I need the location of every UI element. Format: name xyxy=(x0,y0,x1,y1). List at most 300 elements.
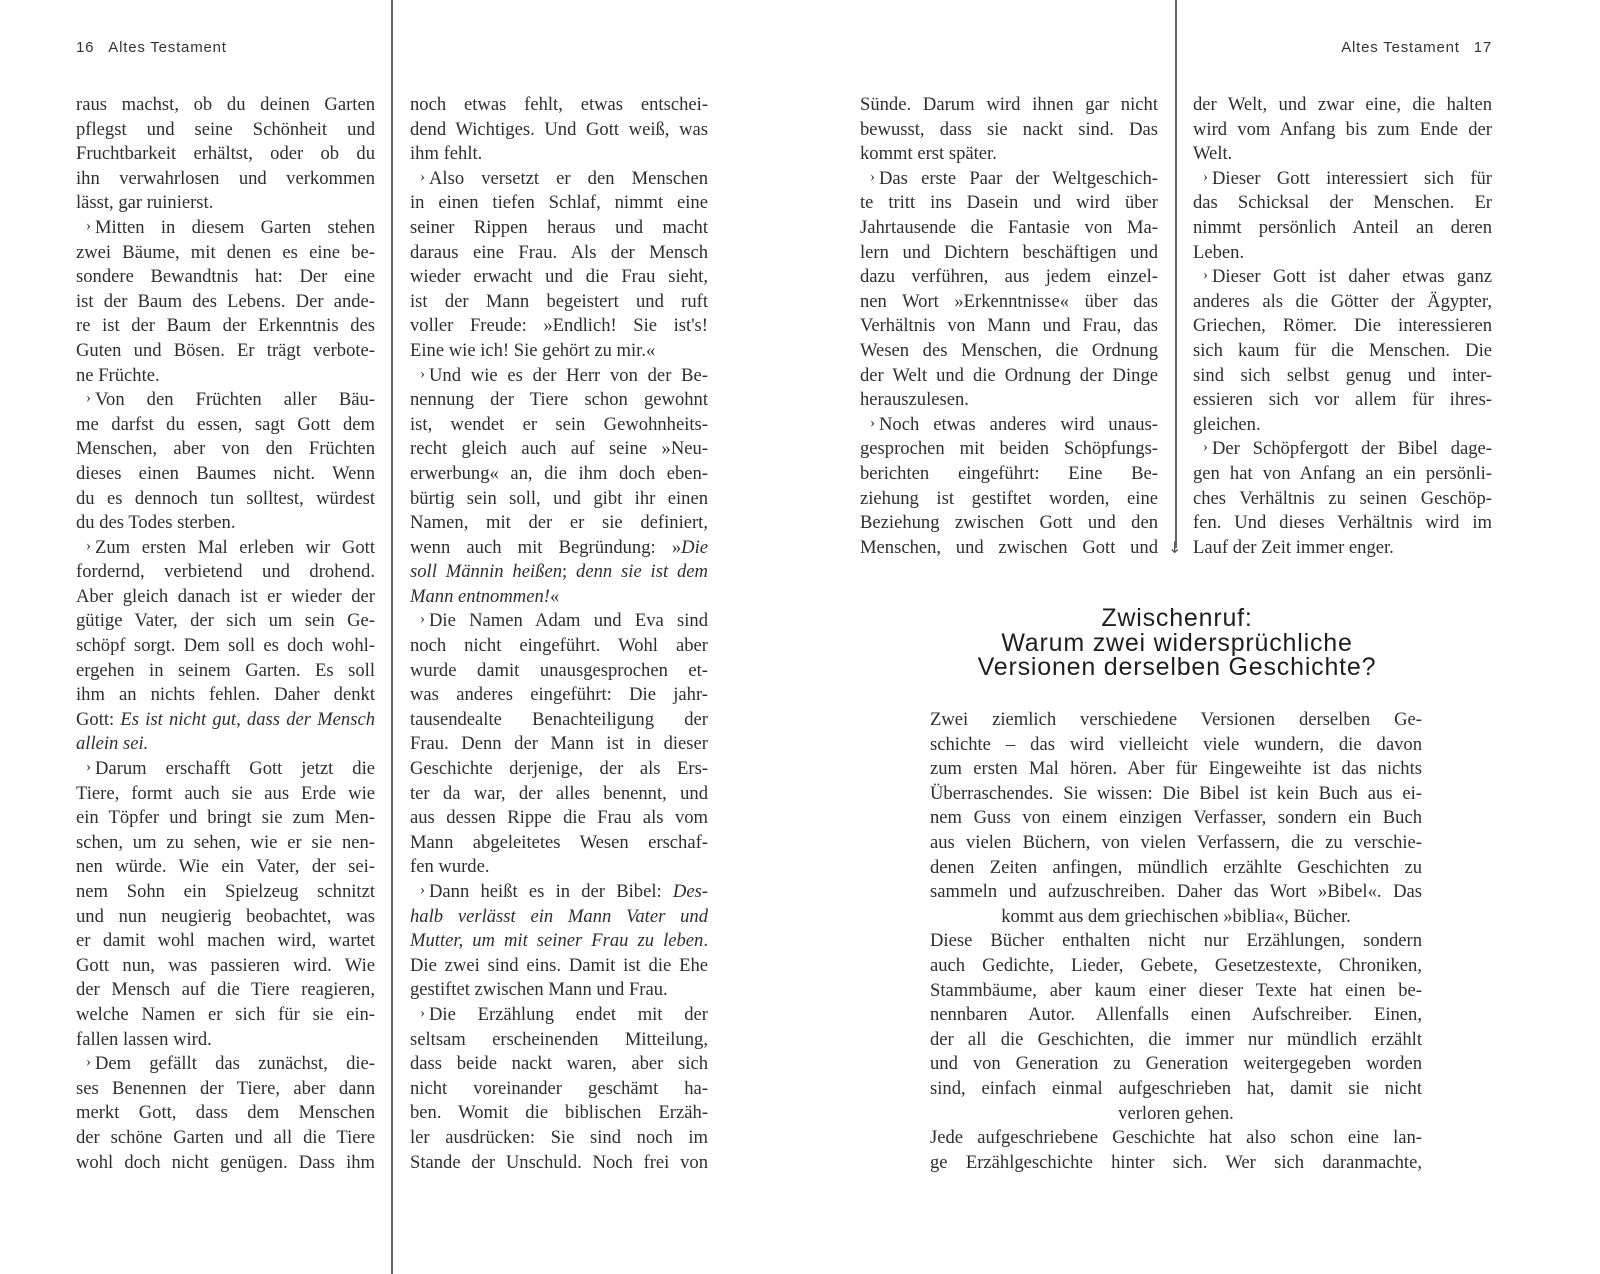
text-line xyxy=(410,683,708,708)
paragraph xyxy=(1193,167,1492,265)
text-line xyxy=(76,216,375,241)
paragraph xyxy=(860,93,1158,167)
italic-text: Die xyxy=(681,536,708,558)
text-line xyxy=(1193,93,1492,118)
text-line xyxy=(1193,142,1492,167)
continue-arrow-icon: ↓ xyxy=(1168,538,1182,557)
text: sammeln und aufzuschreiben. Daher das Wort »Bibel«. Das xyxy=(930,881,1422,903)
text: wurde damit unausgesprochen et- xyxy=(410,659,708,681)
text: ergehen in seinem Garten. Es soll xyxy=(76,659,375,681)
text: in einen tiefen Schlaf, nimmt eine xyxy=(410,192,708,214)
text-line xyxy=(410,585,708,610)
text: Überraschendes. Sie wissen: Die Bibel ist kein Buch aus ei- xyxy=(930,782,1422,804)
text: anderes als die Götter der Ägypter, xyxy=(1193,290,1492,312)
text-line xyxy=(410,659,708,684)
text: der schöne Garten und all die Tiere xyxy=(76,1126,375,1148)
text-line xyxy=(76,191,375,216)
text: zum ersten Mal hören. Aber für Eingeweihte ist das nichts xyxy=(930,758,1422,780)
text: Geschichte derjenige, der als Ers- xyxy=(410,758,708,780)
text-line xyxy=(1193,437,1492,462)
text: merkt Gott, dass dem Menschen xyxy=(76,1102,375,1124)
text-line xyxy=(410,1077,708,1102)
text: schöpf sorgt. Dem soll es doch wohl- xyxy=(76,635,375,657)
text-line xyxy=(410,290,708,315)
text: te tritt ins Dasein und wird über xyxy=(860,192,1158,214)
text: sind, einfach einmal aufgeschrieben hat, damit sie nicht xyxy=(930,1077,1422,1099)
text: sondere Bewandtnis hat: Der eine xyxy=(76,266,375,288)
text: du des Todes sterben. xyxy=(76,512,236,534)
text-line xyxy=(76,290,375,315)
text: nen würde. Wie ein Vater, der sei- xyxy=(76,856,375,878)
text-line xyxy=(410,364,708,389)
text: lässt, gar ruinierst. xyxy=(76,192,214,214)
text: ler ausdrücken: Sie sind noch im xyxy=(410,1126,708,1148)
paragraph-mark-icon: › xyxy=(420,1004,425,1021)
text-line xyxy=(410,511,708,536)
text-line xyxy=(930,831,1422,856)
text: berichten eingeführt: Eine Be- xyxy=(860,462,1158,484)
text: Tiere, formt auch sie aus Erde wie xyxy=(76,782,375,804)
text-line xyxy=(410,732,708,757)
text: das Schicksal der Menschen. Er xyxy=(1193,192,1492,214)
text-line xyxy=(76,314,375,339)
text: Dem gefällt das zunächst, die- xyxy=(95,1053,375,1075)
text: Verhältnis von Mann und Frau, das xyxy=(860,315,1158,337)
text: bürtig sein soll, und gibt ihr einen xyxy=(410,487,708,509)
text: nicht voreinander geschämt ha- xyxy=(410,1077,708,1099)
text-line xyxy=(410,388,708,413)
paragraph xyxy=(76,536,375,757)
text-line xyxy=(410,536,708,561)
paragraph xyxy=(410,609,708,880)
paragraph xyxy=(930,929,1422,1126)
text: Namen, mit der er sie definiert, xyxy=(410,512,708,534)
running-head-title-right: Altes Testament xyxy=(1341,39,1460,56)
text: wenn auch mit Begründung: » xyxy=(410,536,682,558)
text: Und wie es der Herr von der Be- xyxy=(429,364,708,386)
text: aus dessen Rippe die Frau als vom xyxy=(410,807,708,829)
text-line xyxy=(1193,216,1492,241)
text-line xyxy=(930,880,1422,905)
text-line xyxy=(860,216,1158,241)
text-line xyxy=(76,1052,375,1077)
text: Aber gleich danach ist er wieder der xyxy=(76,585,375,607)
text-line xyxy=(930,905,1422,930)
text: Frau. Denn der Mann ist in dieser xyxy=(410,733,708,755)
text-line xyxy=(410,1003,708,1028)
text: wieder erwacht und die Frau sieht, xyxy=(410,266,708,288)
text: fordernd, verbietend und drohend. xyxy=(76,561,375,583)
text-line xyxy=(410,609,708,634)
text: Von den Früchten aller Bäu- xyxy=(95,389,375,411)
text-line xyxy=(930,954,1422,979)
text: sich kaum für die Menschen. Die xyxy=(1193,339,1492,361)
text: re ist der Baum der Erkenntnis des xyxy=(76,315,375,337)
text-line xyxy=(1193,487,1492,512)
text: « xyxy=(549,585,560,607)
text: Diese Bücher enthalten nicht nur Erzählungen, sondern xyxy=(930,930,1422,952)
text: Mann abgeleitetes Wesen erschaf- xyxy=(410,831,708,853)
text: daraus eine Frau. Als der Mensch xyxy=(410,241,708,263)
text: er damit wohl machen wird, wartet xyxy=(76,930,375,952)
text: schen, um zu sehen, wie er sie nen- xyxy=(76,831,375,853)
text: kommt aus dem griechischen »biblia«, Bücher. xyxy=(1001,905,1351,927)
paragraph-mark-icon: › xyxy=(86,759,91,776)
paragraph xyxy=(76,757,375,1052)
text: Dann heißt es in der Bibel: xyxy=(429,881,673,902)
text-line xyxy=(76,167,375,192)
text: Zwei ziemlich verschiedene Versionen derselben Ge- xyxy=(930,709,1422,730)
text-line xyxy=(1193,413,1492,438)
text: Lauf der Zeit immer enger. xyxy=(1193,536,1394,558)
text: lern und Dichtern beschäftigen und xyxy=(860,241,1158,263)
text-line xyxy=(860,265,1158,290)
text-line xyxy=(76,831,375,856)
text-line xyxy=(410,1101,708,1126)
text: zwei Bäume, mit denen es eine be- xyxy=(76,241,375,263)
text-line xyxy=(76,413,375,438)
text: und von Generation zu Generation weitergegeben worden xyxy=(930,1053,1422,1075)
text: wohl doch nicht genügen. Dass ihm xyxy=(76,1151,375,1173)
text: noch etwas fehlt, etwas entschei- xyxy=(410,94,708,115)
text-line xyxy=(76,929,375,954)
paragraph xyxy=(930,1126,1422,1175)
text-line xyxy=(76,905,375,930)
text-line xyxy=(76,806,375,831)
text-line xyxy=(410,978,708,1003)
text-line xyxy=(410,191,708,216)
text-column-2 xyxy=(410,93,708,1175)
text: essieren sich vor allem für ihres- xyxy=(1193,389,1492,411)
text: Der Schöpfergott der Bibel dage- xyxy=(1212,438,1492,460)
text-line xyxy=(76,732,375,757)
text: wird vom Anfang bis zum Ende der xyxy=(1193,118,1492,140)
paragraph xyxy=(860,413,1158,561)
text-line xyxy=(410,339,708,364)
column-divider-right xyxy=(1175,0,1177,548)
text-line xyxy=(410,757,708,782)
text-line xyxy=(860,93,1158,118)
text-line xyxy=(76,1028,375,1053)
text: Menschen, aber von den Früchten xyxy=(76,438,375,460)
paragraph-mark-icon: › xyxy=(1203,439,1208,456)
text-line xyxy=(76,93,375,118)
text-line xyxy=(860,118,1158,143)
text-line xyxy=(410,560,708,585)
box-body xyxy=(930,708,1422,1175)
text: seiner Rippen heraus und macht xyxy=(410,216,708,238)
text-line xyxy=(76,511,375,536)
text: gleichen. xyxy=(1193,413,1261,435)
text-line xyxy=(76,560,375,585)
text-line xyxy=(76,265,375,290)
italic-text: Es ist nicht gut, dass der Mensch xyxy=(120,708,375,730)
text-line xyxy=(860,290,1158,315)
text-line xyxy=(76,437,375,462)
text-line xyxy=(1193,388,1492,413)
text-line xyxy=(860,437,1158,462)
text: Griechen, Römer. Die interessieren xyxy=(1193,315,1492,337)
text-line xyxy=(76,978,375,1003)
paragraph xyxy=(410,167,708,364)
paragraph-mark-icon: › xyxy=(420,365,425,382)
text: Dieser Gott ist daher etwas ganz xyxy=(1212,266,1492,288)
text-line xyxy=(1193,265,1492,290)
text: ist, wendet er sein Gewohnheits- xyxy=(410,413,708,435)
text-line xyxy=(930,733,1422,758)
text: Die Erzählung endet mit der xyxy=(429,1003,708,1025)
text: Stande der Unschuld. Noch frei von xyxy=(410,1151,708,1173)
paragraph xyxy=(1193,437,1492,560)
text: nennbaren Autor. Allenfalls einen Aufschreiber. Einen, xyxy=(930,1004,1422,1026)
text-line xyxy=(410,118,708,143)
paragraph-mark-icon: › xyxy=(420,168,425,185)
text: gen hat von Anfang an ein persönli- xyxy=(1193,462,1492,484)
text: bewusst, dass sie nackt sind. Das xyxy=(860,118,1158,140)
italic-text: halb verlässt ein Mann Vater und xyxy=(410,905,708,927)
text: der Welt, und zwar eine, die halten xyxy=(1193,94,1492,115)
text: gesprochen mit beiden Schöpfungs- xyxy=(860,438,1158,460)
text: dend Wichtiges. Und Gott weiß, was xyxy=(410,118,708,140)
text: Beziehung zwischen Gott und den xyxy=(860,512,1158,534)
text-line xyxy=(930,708,1422,733)
text: nem Sohn ein Spielzeug schnitzt xyxy=(76,881,375,902)
text: ihn verwahrlosen und verkommen xyxy=(76,167,375,189)
text-line xyxy=(410,437,708,462)
text-line xyxy=(76,388,375,413)
text: Jede aufgeschriebene Geschichte hat also schon eine lan- xyxy=(930,1127,1422,1149)
text: Leben. xyxy=(1193,241,1245,263)
text: voller Freude: »Endlich! Sie ist's! xyxy=(410,315,708,337)
text: Eine wie ich! Sie gehört zu mir.« xyxy=(410,339,656,361)
text: Welt. xyxy=(1193,143,1233,165)
text: schichte – das wird vielleicht viele wundern, die davon xyxy=(930,733,1422,755)
text-line xyxy=(860,487,1158,512)
text: me darfst du essen, sagt Gott dem xyxy=(76,413,375,435)
text: fen wurde. xyxy=(410,856,490,878)
text: sind sich selbst genug und inter- xyxy=(1193,364,1492,386)
text-line xyxy=(76,708,375,733)
text-line xyxy=(410,905,708,930)
box-heading-line: Zwischenruf: xyxy=(1101,604,1253,632)
text: erwerbung« an, die ihm doch eben- xyxy=(410,462,708,484)
text: ; xyxy=(562,561,577,583)
text: auch Gedichte, Lieder, Gebete, Gesetzestexte, Chroniken, xyxy=(930,954,1422,976)
text-line xyxy=(930,782,1422,807)
paragraph xyxy=(1193,265,1492,437)
text-line xyxy=(860,167,1158,192)
paragraph xyxy=(76,216,375,388)
text-line xyxy=(76,462,375,487)
text: ziehung ist gestiftet worden, eine xyxy=(860,487,1158,509)
text: pflegst und seine Schönheit und xyxy=(76,118,375,140)
text: und nun neugierig beobachtet, was xyxy=(76,905,375,927)
text-line xyxy=(410,93,708,118)
text-line xyxy=(1193,364,1492,389)
text-line xyxy=(76,142,375,167)
text: Das erste Paar der Weltgeschich- xyxy=(879,167,1158,189)
text-line xyxy=(76,683,375,708)
text-line xyxy=(410,265,708,290)
text: aus vielen Büchern, von vielen Verfassern, die zu verschie- xyxy=(930,831,1422,853)
text: Gott nun, was passieren wird. Wie xyxy=(76,954,375,976)
text-line xyxy=(860,339,1158,364)
text: ihm an nichts fehlen. Daher denkt xyxy=(76,684,375,706)
text: Wesen des Menschen, die Ordnung xyxy=(860,339,1158,361)
box-heading xyxy=(880,606,1474,680)
text: Die Namen Adam und Eva sind xyxy=(429,610,708,632)
text-line xyxy=(410,855,708,880)
text-line xyxy=(930,929,1422,954)
paragraph xyxy=(76,1052,375,1175)
text: ter da war, der alles benennt, und xyxy=(410,782,708,804)
text-line xyxy=(410,708,708,733)
text-line xyxy=(410,487,708,512)
italic-text: allein sei. xyxy=(76,733,149,755)
text-line xyxy=(76,1151,375,1176)
text-line xyxy=(410,167,708,192)
text: Also versetzt er den Menschen xyxy=(429,167,708,189)
paragraph-mark-icon: › xyxy=(86,537,91,554)
italic-text: soll Männin heißen xyxy=(410,561,562,583)
text: nen Wort »Erkenntnisse« über das xyxy=(860,290,1158,312)
text: ses Benennen der Tiere, aber dann xyxy=(76,1077,375,1099)
paragraph-mark-icon: › xyxy=(420,882,425,898)
text: Guten und Bösen. Er trägt verbote- xyxy=(76,339,375,361)
paragraph xyxy=(76,93,375,216)
paragraph xyxy=(1193,93,1492,167)
paragraph-mark-icon: › xyxy=(86,1054,91,1071)
text-line xyxy=(860,241,1158,266)
paragraph xyxy=(930,708,1422,929)
text: nem Guss von einem einzigen Verfasser, sondern ein Buch xyxy=(930,807,1422,829)
paragraph-mark-icon: › xyxy=(86,390,91,407)
running-head-right xyxy=(1341,39,1492,56)
text: welche Namen er sich für sie ein- xyxy=(76,1003,375,1025)
text-line xyxy=(76,954,375,979)
text-line xyxy=(1193,536,1492,561)
italic-text: Mann entnommen! xyxy=(410,585,550,607)
text-line xyxy=(410,1052,708,1077)
text: fen. Und dieses Verhältnis wird im xyxy=(1193,512,1492,534)
box-heading-line: Warum zwei widersprüchliche xyxy=(1001,628,1353,657)
text-line xyxy=(76,364,375,389)
text-line xyxy=(410,216,708,241)
paragraph xyxy=(410,364,708,610)
text-line xyxy=(930,1052,1422,1077)
text-line xyxy=(410,1151,708,1176)
text-line xyxy=(410,782,708,807)
text-line xyxy=(1193,314,1492,339)
text-line xyxy=(1193,462,1492,487)
text-line xyxy=(930,979,1422,1004)
text-line xyxy=(76,1101,375,1126)
text-line xyxy=(860,536,1158,561)
page-number-left: 16 xyxy=(76,39,95,56)
text: ches Verhältnis zu seinen Geschöp- xyxy=(1193,487,1492,509)
text: gestiftet zwischen Mann und Frau. xyxy=(410,979,668,1001)
text-line xyxy=(860,511,1158,536)
text-line xyxy=(410,314,708,339)
text: der all die Geschichten, die immer nur mündlich erzählt xyxy=(930,1028,1422,1050)
text-line xyxy=(76,659,375,684)
text-line xyxy=(930,1151,1422,1176)
text-line xyxy=(860,462,1158,487)
text-line xyxy=(930,1126,1422,1151)
text: Mitten in diesem Garten stehen xyxy=(95,216,375,238)
text-line xyxy=(410,634,708,659)
text-line xyxy=(410,142,708,167)
text-line xyxy=(1193,339,1492,364)
text-line xyxy=(860,364,1158,389)
text-line xyxy=(410,241,708,266)
text: ne Früchte. xyxy=(76,364,160,386)
text-line xyxy=(860,388,1158,413)
text: was anderes eingeführt: Die jahr- xyxy=(410,684,708,706)
text-line xyxy=(860,142,1158,167)
text-line xyxy=(76,880,375,905)
text-line xyxy=(860,314,1158,339)
text-line xyxy=(410,806,708,831)
paragraph-mark-icon: › xyxy=(870,168,875,185)
paragraph-mark-icon: › xyxy=(870,414,875,431)
text-line xyxy=(76,1077,375,1102)
text-line xyxy=(930,1003,1422,1028)
text-line xyxy=(410,831,708,856)
text-line xyxy=(76,1126,375,1151)
text-line xyxy=(410,1126,708,1151)
text-line xyxy=(76,609,375,634)
text-line xyxy=(76,782,375,807)
text-line xyxy=(410,954,708,979)
text: Die zwei sind eins. Damit ist die Ehe xyxy=(410,954,708,976)
text: dazu verführen, aus jedem einzel- xyxy=(860,266,1158,288)
text-line xyxy=(76,1003,375,1028)
paragraph-mark-icon: › xyxy=(86,217,91,234)
text-line xyxy=(410,880,708,905)
text: du es dennoch tun solltest, würdest xyxy=(76,487,375,509)
text: Sünde. Darum wird ihnen gar nicht xyxy=(860,94,1158,115)
text: kommt erst später. xyxy=(860,143,997,165)
text: . xyxy=(703,930,708,952)
text-line xyxy=(76,487,375,512)
text-line xyxy=(76,241,375,266)
italic-text: denn sie ist dem xyxy=(576,561,708,583)
text-line xyxy=(410,413,708,438)
text: tausendealte Benachteiligung der xyxy=(410,708,708,730)
paragraph-mark-icon: › xyxy=(420,611,425,628)
paragraph-mark-icon: › xyxy=(1203,168,1208,185)
text: Menschen, und zwischen Gott und xyxy=(860,536,1158,558)
text: Jahrtausende die Fantasie von Ma- xyxy=(860,216,1158,238)
paragraph xyxy=(860,167,1158,413)
text-line xyxy=(1193,511,1492,536)
text: Gott: xyxy=(76,708,121,730)
text-line xyxy=(930,1028,1422,1053)
text-line xyxy=(410,462,708,487)
text: noch nicht eingeführt. Wohl aber xyxy=(410,635,708,657)
box-heading-line: Versionen derselben Geschichte? xyxy=(977,653,1377,682)
text-line xyxy=(930,757,1422,782)
text-line xyxy=(76,536,375,561)
text: ist der Mann begeistert und ruft xyxy=(410,290,708,312)
text: verloren gehen. xyxy=(1118,1102,1234,1124)
text-line xyxy=(76,634,375,659)
text: Fruchtbarkeit erhältst, oder ob du xyxy=(76,143,375,165)
text-line xyxy=(76,339,375,364)
paragraph xyxy=(410,93,708,167)
column-divider-left xyxy=(391,0,393,1274)
